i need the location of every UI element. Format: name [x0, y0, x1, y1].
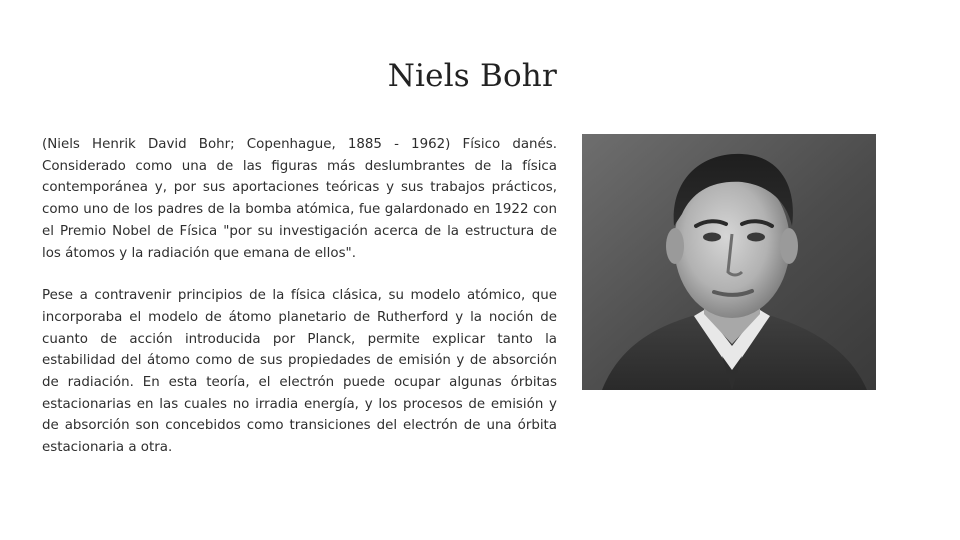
paragraph-atomic-model: Pese a contravenir principios de la física clásica, su modelo atómico, que incorporaba el modelo de átomo planetario de Rutherford y la noción de cuanto de acción introducida por Planck, permite explicar tanto la estabilidad del átomo como de sus propiedades de emisión y de absorción de radiación. En esta teoría, el electrón puede ocupar algunas órbitas estacionarias en las cuales no irradia energía, y los procesos de emisión y de absorción son concebidos como transiciones del electrón de una órbita estacionaria a otra. [42, 288, 557, 456]
portrait-photo [582, 134, 876, 390]
biography-text [42, 134, 557, 480]
slide-title: Niels Bohr [387, 58, 557, 94]
paragraph-intro: (Niels Henrik David Bohr; Copenhague, 1885 - 1962) Físico danés. Considerado como una de las figuras más deslumbrantes de la física contemporánea y, por sus aportaciones teóricas y sus trabajos prácticos, como uno de los padres de la bomba atómica, fue galardonado en 1922 con el Premio Nobel de Física "por su investigación acerca de la estructura de los átomos y la radiación que emana de ellos". [42, 137, 557, 261]
